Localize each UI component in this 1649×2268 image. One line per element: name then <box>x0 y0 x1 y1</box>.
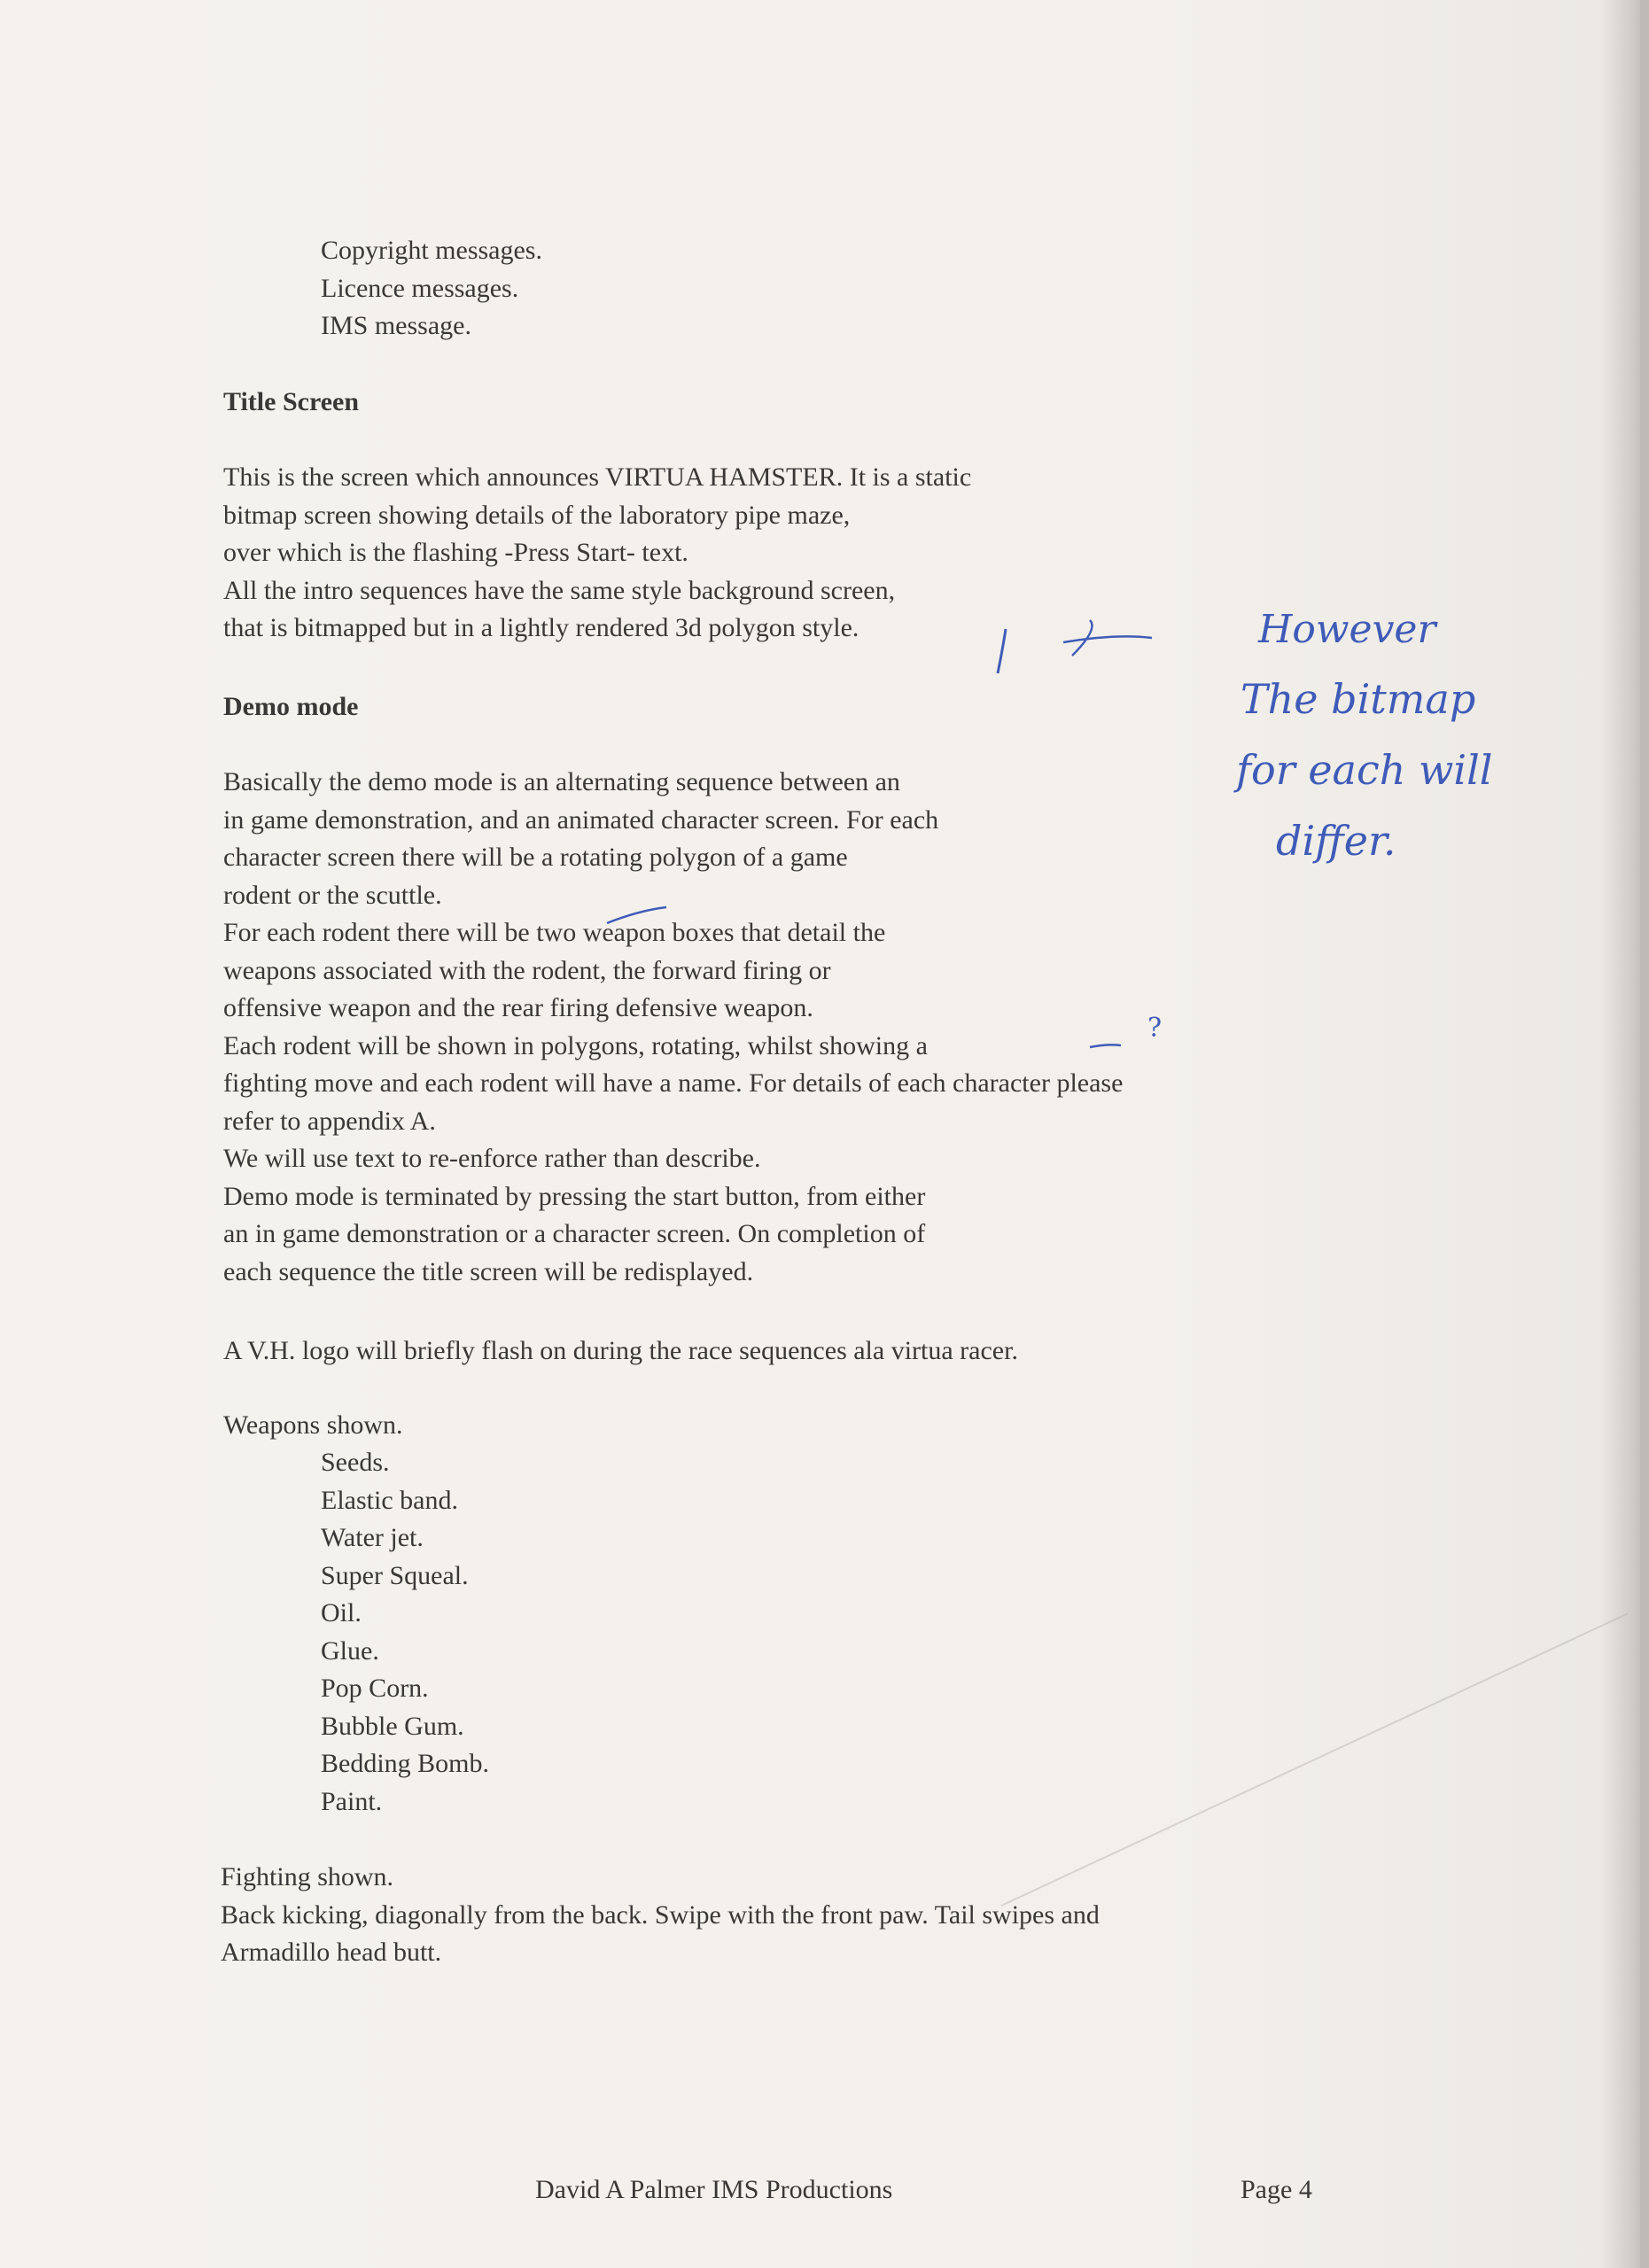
paragraph-line: bitmap screen showing details of the laboratory pipe maze, <box>223 500 851 530</box>
bracket-mark <box>998 629 1006 673</box>
fighting-heading: Fighting shown. <box>221 1862 394 1891</box>
paragraph-line: Each rodent will be shown in polygons, rotating, whilst showing a <box>223 1030 928 1060</box>
section-heading-title-screen: Title Screen <box>223 387 360 416</box>
page-number: Page 4 <box>1241 2175 1312 2204</box>
fighting-section <box>221 1859 1100 1972</box>
weapon-item: Bedding Bomb. <box>321 1749 490 1778</box>
footer-author: David A Palmer IMS Productions <box>535 2175 893 2204</box>
annotation-line: The bitmap <box>1241 675 1476 723</box>
paragraph-line: Back kicking, diagonally from the back. Swipe with the front paw. Tail swipes and <box>221 1899 1100 1930</box>
weapons-list <box>321 1444 489 1821</box>
weapon-item: Elastic band. <box>321 1485 458 1515</box>
weapon-item: Water jet. <box>321 1523 424 1552</box>
paragraph-line: that is bitmapped but in a lightly rendered 3d polygon style. <box>223 613 860 642</box>
section-heading-demo-mode: Demo mode <box>223 692 359 721</box>
paragraph-line: Demo mode is terminated by pressing the start button, from either <box>223 1181 926 1211</box>
intro-message: Copyright messages. <box>321 236 542 265</box>
intro-message: Licence messages. <box>321 273 519 303</box>
weapon-item: Seeds. <box>321 1448 390 1477</box>
annotation-line: for each will <box>1236 746 1493 794</box>
paragraph-line: over which is the flashing -Press Start- text. <box>223 538 688 567</box>
paragraph-line: character screen there will be a rotating polygon of a game <box>223 843 848 872</box>
weapon-item: Glue. <box>321 1635 379 1666</box>
weapon-item: Pop Corn. <box>321 1674 429 1703</box>
paragraph-line: We will use text to re-enforce rather than describe. <box>223 1144 761 1173</box>
weapon-item: Bubble Gum. <box>321 1711 464 1741</box>
paragraph-line: fighting move and each rodent will have a name. For details of each character please <box>223 1068 1124 1098</box>
intro-messages <box>321 232 542 346</box>
paragraph-line: an in game demonstration or a character screen. On completion of <box>223 1219 926 1248</box>
paragraph-line: This is the screen which announces VIRTUA HAMSTER. It is a static <box>223 462 972 492</box>
paragraph-line: All the intro sequences have the same style background screen, <box>223 575 896 605</box>
paragraph-line: For each rodent there will be two weapon boxes that detail the <box>223 918 886 947</box>
paragraph-line: Basically the demo mode is an alternating sequence between an <box>223 767 900 796</box>
struck-out-word <box>1063 620 1152 656</box>
paragraph-line: weapons associated with the rodent, the forward firing or <box>223 955 831 985</box>
logo-note: A V.H. logo will briefly flash on during the race sequences ala virtua racer. <box>223 1336 1018 1365</box>
paragraph-line: refer to appendix A. <box>223 1106 436 1136</box>
demo-mode-paragraph <box>223 764 1123 1291</box>
weapons-heading: Weapons shown. <box>223 1410 403 1440</box>
paragraph-line: rodent or the scuttle. <box>223 880 442 910</box>
paragraph-line: each sequence the title screen will be redisplayed. <box>223 1256 754 1286</box>
weapon-item: Super Squeal. <box>321 1560 469 1590</box>
paragraph-line: offensive weapon and the rear firing defensive weapon. <box>223 993 813 1022</box>
question-mark: ? <box>1147 1013 1163 1044</box>
annotation-line: However <box>1258 607 1436 652</box>
paragraph-line: in game demonstration, and an animated character screen. For each <box>223 804 939 835</box>
weapon-item: Oil. <box>321 1598 362 1627</box>
paragraph-line: Armadillo head butt. <box>221 1938 442 1967</box>
weapon-item: Paint. <box>321 1786 383 1816</box>
title-screen-paragraph <box>223 459 971 648</box>
page-edge-shadow <box>1640 0 1649 2268</box>
intro-message: IMS message. <box>321 311 471 340</box>
annotation-line: differ. <box>1276 817 1396 865</box>
